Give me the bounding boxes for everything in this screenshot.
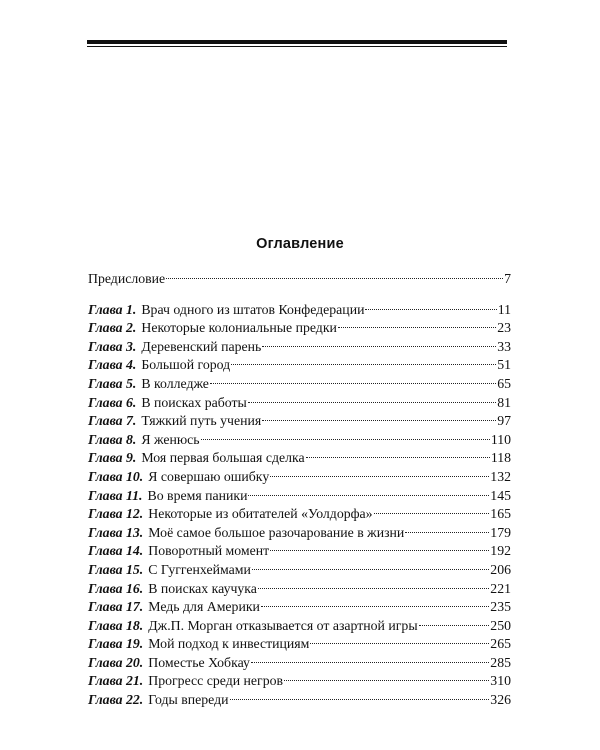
dot-leader xyxy=(248,495,489,496)
toc-entry[interactable] xyxy=(88,598,511,617)
toc-entry[interactable] xyxy=(88,617,511,636)
chapter-number: 10. xyxy=(126,468,144,484)
chapter-number: 16. xyxy=(126,580,144,596)
chapter-title: Мой подход к инвестициям xyxy=(148,636,310,652)
chapter-page-number: 179 xyxy=(490,524,511,540)
chapter-number: 12. xyxy=(126,506,144,522)
dot-leader xyxy=(210,383,496,384)
chapter-number: 19. xyxy=(126,636,144,652)
chapter-label xyxy=(88,524,143,543)
dot-leader xyxy=(270,476,489,477)
chapter-number: 20. xyxy=(126,654,144,670)
toc-entry[interactable] xyxy=(88,487,511,506)
chapter-title: Моя первая большая сделка xyxy=(141,450,305,466)
dot-leader xyxy=(261,606,489,607)
chapter-label xyxy=(88,412,136,431)
chapter-label xyxy=(88,487,143,506)
chapter-number: 6. xyxy=(126,394,137,410)
chapter-page-number: 285 xyxy=(490,654,511,670)
chapter-word: Глава xyxy=(88,673,123,689)
chapter-label xyxy=(88,561,143,580)
chapter-word: Глава xyxy=(88,357,123,373)
preface-page-number: 7 xyxy=(504,271,511,286)
dot-leader xyxy=(338,327,496,328)
chapter-title: Некоторые колониальные предки xyxy=(141,320,337,336)
chapter-word: Глава xyxy=(88,599,123,615)
chapter-title: Некоторые из обитателей «Уолдорфа» xyxy=(148,506,373,522)
toc-entry[interactable] xyxy=(88,654,511,673)
chapter-label xyxy=(88,431,136,450)
chapter-label xyxy=(88,617,143,636)
chapter-title: Большой город xyxy=(141,357,231,373)
chapter-page-number: 145 xyxy=(490,487,511,503)
chapter-number: 7. xyxy=(126,413,137,429)
chapter-number: 22. xyxy=(126,692,144,708)
chapter-word: Глава xyxy=(88,636,123,652)
chapter-title: Годы впереди xyxy=(148,692,229,708)
chapter-word: Глава xyxy=(88,375,123,391)
chapter-page-number: 265 xyxy=(490,636,511,652)
chapter-number: 4. xyxy=(126,357,137,373)
toc-entry[interactable] xyxy=(88,449,511,468)
dot-leader xyxy=(248,402,496,403)
chapter-number: 17. xyxy=(126,599,144,615)
chapter-label xyxy=(88,468,143,487)
chapter-word: Глава xyxy=(88,617,123,633)
dot-leader xyxy=(310,643,489,644)
toc-entry[interactable] xyxy=(88,580,511,599)
toc-entry[interactable] xyxy=(88,375,511,394)
chapter-page-number: 310 xyxy=(490,673,511,689)
dot-leader xyxy=(231,364,496,365)
chapter-word: Глава xyxy=(88,338,123,354)
chapter-number: 8. xyxy=(126,431,137,447)
toc-entry[interactable] xyxy=(88,672,511,691)
chapter-page-number: 132 xyxy=(490,468,511,484)
toc-entry[interactable] xyxy=(88,431,511,450)
chapter-number: 15. xyxy=(126,561,144,577)
chapter-title: В поисках работы xyxy=(141,394,247,410)
chapter-word: Глава xyxy=(88,543,123,559)
chapter-page-number: 97 xyxy=(497,413,511,429)
chapter-number: 18. xyxy=(126,617,144,633)
chapter-word: Глава xyxy=(88,487,123,503)
header-rule-thick xyxy=(87,40,507,44)
toc-entry[interactable] xyxy=(88,691,511,710)
chapter-word: Глава xyxy=(88,320,123,336)
chapter-page-number: 165 xyxy=(490,506,511,522)
chapter-page-number: 81 xyxy=(497,394,511,410)
chapter-word: Глава xyxy=(88,413,123,429)
dot-leader xyxy=(252,569,489,570)
chapter-title: Поворотный момент xyxy=(148,543,270,559)
chapter-number: 13. xyxy=(126,524,144,540)
chapter-number: 2. xyxy=(126,320,137,336)
chapter-number: 5. xyxy=(126,375,137,391)
chapter-number: 1. xyxy=(126,301,137,317)
chapter-title: Моё самое большое разочарование в жизни xyxy=(148,524,405,540)
chapter-page-number: 235 xyxy=(490,599,511,615)
chapter-label xyxy=(88,338,136,357)
toc-entry[interactable] xyxy=(88,301,511,320)
dot-leader xyxy=(284,680,489,681)
toc-entry[interactable] xyxy=(88,505,511,524)
chapter-label xyxy=(88,654,143,673)
chapter-label xyxy=(88,449,136,468)
chapter-number: 9. xyxy=(126,450,137,466)
dot-leader xyxy=(251,662,489,663)
chapter-word: Глава xyxy=(88,394,123,410)
chapter-word: Глава xyxy=(88,561,123,577)
toc-entry[interactable] xyxy=(88,635,511,654)
chapter-label xyxy=(88,394,136,413)
dot-leader xyxy=(258,588,489,589)
chapter-title: С Гуггенхеймами xyxy=(148,561,251,577)
chapter-title: Я женюсь xyxy=(141,431,200,447)
toc-entry[interactable] xyxy=(88,561,511,580)
chapter-title: В поисках каучука xyxy=(148,580,257,596)
chapter-page-number: 118 xyxy=(490,450,511,466)
chapter-number: 21. xyxy=(126,673,144,689)
toc-entry[interactable] xyxy=(88,468,511,487)
dot-leader xyxy=(374,513,490,514)
chapter-title: Поместье Хобкау xyxy=(148,654,250,670)
chapter-page-number: 23 xyxy=(497,320,511,336)
chapter-label xyxy=(88,375,136,394)
chapter-word: Глава xyxy=(88,692,123,708)
chapter-label xyxy=(88,672,143,691)
chapter-title: Медь для Америки xyxy=(148,599,260,615)
header-rule-thin xyxy=(87,46,507,47)
chapter-word: Глава xyxy=(88,580,123,596)
dot-leader xyxy=(230,699,490,700)
chapter-title: В колледже xyxy=(141,375,209,391)
dot-leader xyxy=(262,346,496,347)
toc-entry[interactable] xyxy=(88,524,511,543)
toc-entry-preface[interactable] xyxy=(88,270,511,289)
chapter-title: Врач одного из штатов Конфедерации xyxy=(141,301,365,317)
chapter-number: 11. xyxy=(126,487,143,503)
chapter-word: Глава xyxy=(88,524,123,540)
toc-entry[interactable] xyxy=(88,338,511,357)
chapter-number: 3. xyxy=(126,338,137,354)
chapter-title: Тяжкий путь учения xyxy=(141,413,262,429)
chapter-word: Глава xyxy=(88,506,123,522)
chapter-title: Прогресс среди негров xyxy=(148,673,284,689)
table-of-contents xyxy=(88,270,511,710)
chapter-page-number: 65 xyxy=(497,375,511,391)
dot-leader xyxy=(262,420,496,421)
chapter-page-number: 51 xyxy=(497,357,511,373)
chapter-title: Деревенский парень xyxy=(141,338,262,354)
chapter-page-number: 250 xyxy=(490,617,511,633)
chapter-title: Я совершаю ошибку xyxy=(148,468,270,484)
dot-leader xyxy=(166,278,503,279)
chapter-label xyxy=(88,580,143,599)
dot-leader xyxy=(306,457,490,458)
chapter-page-number: 192 xyxy=(490,543,511,559)
toc-entry[interactable] xyxy=(88,412,511,431)
chapter-page-number: 11 xyxy=(497,301,511,317)
chapter-label xyxy=(88,542,143,561)
chapter-page-number: 221 xyxy=(490,580,511,596)
chapter-word: Глава xyxy=(88,450,123,466)
chapter-title: Во время паники xyxy=(147,487,248,503)
chapter-word: Глава xyxy=(88,301,123,317)
chapter-label xyxy=(88,691,143,710)
chapter-word: Глава xyxy=(88,468,123,484)
chapter-label xyxy=(88,598,143,617)
chapter-number: 14. xyxy=(126,543,144,559)
chapter-page-number: 110 xyxy=(490,431,511,447)
dot-leader xyxy=(419,625,490,626)
chapter-label xyxy=(88,505,143,524)
dot-leader xyxy=(201,439,490,440)
chapter-label xyxy=(88,301,136,320)
toc-entry[interactable] xyxy=(88,319,511,338)
toc-title: Оглавление xyxy=(256,236,344,252)
chapter-title: Дж.П. Морган отказывается от азартной игры xyxy=(148,617,418,633)
toc-entry[interactable] xyxy=(88,394,511,413)
chapter-label xyxy=(88,356,136,375)
chapter-label xyxy=(88,319,136,338)
preface-title: Предисловие xyxy=(88,271,166,286)
chapter-page-number: 33 xyxy=(497,338,511,354)
toc-entry[interactable] xyxy=(88,356,511,375)
toc-entry[interactable] xyxy=(88,542,511,561)
dot-leader xyxy=(405,532,489,533)
chapter-word: Глава xyxy=(88,654,123,670)
chapter-word: Глава xyxy=(88,431,123,447)
dot-leader xyxy=(270,550,489,551)
chapter-label xyxy=(88,635,143,654)
dot-leader xyxy=(365,309,496,310)
chapter-page-number: 326 xyxy=(490,692,511,708)
chapter-page-number: 206 xyxy=(490,561,511,577)
